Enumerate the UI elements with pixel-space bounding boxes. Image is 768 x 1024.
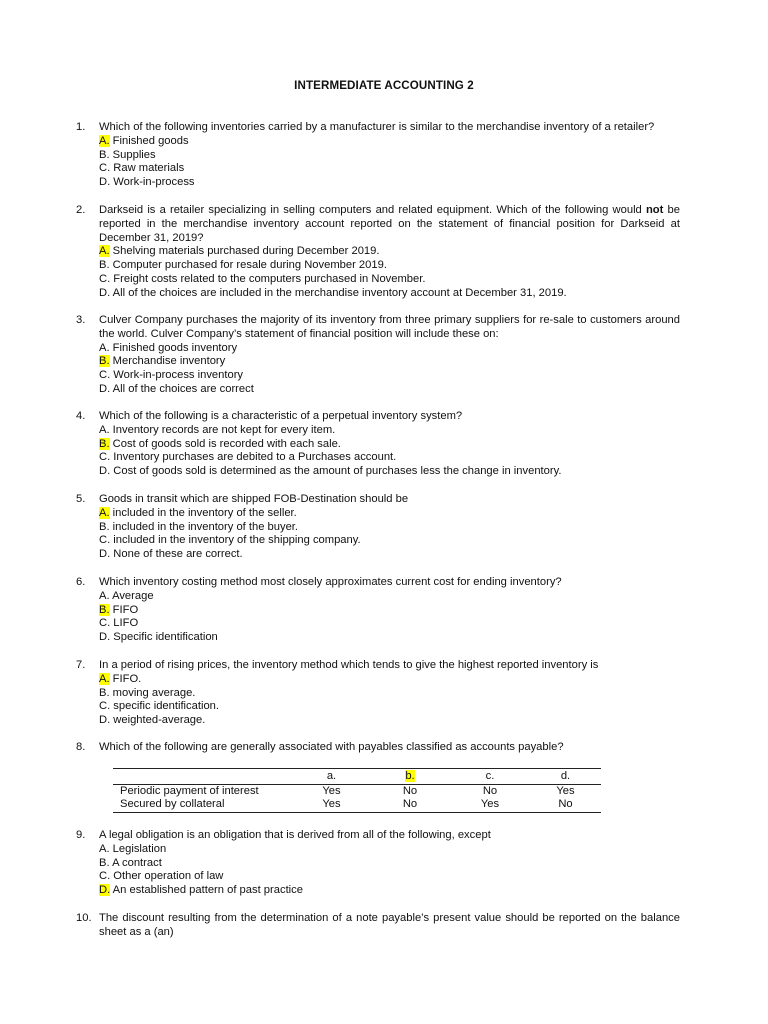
table-row-label: Periodic payment of interest (120, 784, 259, 797)
question-1 (76, 121, 680, 190)
table-header-cell (113, 769, 293, 785)
answer-highlight: B. (99, 437, 110, 450)
option-a: A. Finished goods inventory (99, 341, 238, 354)
option-b: B. A contract (99, 856, 162, 869)
option-b: B. FIFO (99, 603, 139, 616)
question-stem: Culver Company purchases the majority of its inventory from three primary suppliers for re-sale to customers around the world. Culver Company’s statement of financial position will include these on: (99, 314, 680, 340)
table-header-cell: d. (560, 770, 571, 782)
question-stem: Which of the following inventories carried by a manufacturer is similar to the merchandise inventory of a retailer? (99, 121, 655, 133)
answer-highlight: b. (405, 770, 415, 782)
option-a: A. included in the inventory of the seller. (99, 506, 297, 519)
option-d: D. All of the choices are correct (99, 382, 254, 395)
option-d: D. An established pattern of past practice (99, 884, 303, 897)
option-a: A. Finished goods (99, 134, 189, 147)
option-d: D. weighted-average. (99, 714, 206, 727)
question-number: 8. (76, 741, 86, 753)
emphasis-not: not (645, 204, 664, 216)
question-number: 2. (76, 204, 86, 216)
option-c: C. Raw materials (99, 162, 185, 175)
table-cell: No (402, 798, 418, 810)
table-row-label: Secured by collateral (120, 798, 225, 810)
table-row (113, 784, 601, 798)
question-10 (76, 912, 680, 940)
question-8 (76, 741, 680, 755)
option-a: A. Average (99, 589, 154, 602)
question-stem: Which of the following are generally associated with payables classified as accounts payable? (99, 741, 564, 753)
option-d: D. All of the choices are included in the merchandise inventory account at December 31, 2019. (99, 286, 567, 299)
question-stem: A legal obligation is an obligation that is derived from all of the following, except (99, 829, 491, 841)
answer-table-q8 (113, 768, 601, 813)
table-cell: No (558, 798, 573, 810)
option-a: A. FIFO. (99, 672, 142, 685)
question-number: 7. (76, 659, 86, 671)
question-number: 9. (76, 829, 86, 841)
question-number: 6. (76, 576, 86, 588)
table-cell: Yes (480, 798, 500, 810)
answer-highlight: B. (99, 355, 110, 368)
option-a: A. Legislation (99, 842, 167, 855)
option-c: C. Other operation of law (99, 870, 224, 883)
question-number: 1. (76, 121, 86, 133)
option-c: C. included in the inventory of the shipping company. (99, 534, 361, 547)
answer-highlight: D. (99, 884, 111, 897)
option-b: B. Supplies (99, 148, 156, 161)
option-b: B. Computer purchased for resale during November 2019. (99, 259, 387, 272)
document-title: INTERMEDIATE ACCOUNTING 2 (294, 79, 474, 92)
question-9 (76, 829, 680, 898)
option-d: D. None of these are correct. (99, 548, 243, 561)
option-c: C. Work-in-process inventory (99, 369, 244, 382)
table-header-row (113, 769, 601, 785)
answer-highlight: A. (99, 245, 110, 258)
question-6 (76, 576, 680, 645)
question-number: 3. (76, 314, 86, 326)
table-cell: No (402, 784, 418, 797)
option-d: D. Cost of goods sold is determined as the amount of purchases less the change in inventory. (99, 465, 562, 478)
question-3 (76, 314, 680, 397)
option-c: C. Freight costs related to the computers purchased in November. (99, 272, 426, 285)
question-stem: Which inventory costing method most closely approximates current cost for ending inventory? (99, 576, 562, 588)
answer-highlight: A. (99, 506, 110, 519)
option-c: C. Inventory purchases are debited to a Purchases account. (99, 451, 397, 464)
question-5 (76, 493, 680, 562)
question-stem: The discount resulting from the determination of a note payable’s present value should be reported on the balance sheet as a (an) (99, 912, 680, 938)
question-stem: Goods in transit which are shipped FOB-Destination should be (99, 493, 409, 505)
table-cell: Yes (322, 784, 341, 797)
table-cell: No (482, 784, 498, 797)
table-cell: Yes (556, 784, 575, 797)
question-7 (76, 659, 680, 728)
option-d: D. Specific identification (99, 631, 218, 644)
option-a: A. Inventory records are not kept for every item. (99, 423, 336, 436)
question-number: 4. (76, 410, 86, 422)
option-b: B. moving average. (99, 686, 196, 699)
option-b: B. Merchandise inventory (99, 355, 226, 368)
question-2 (76, 204, 680, 301)
answer-highlight: B. (99, 603, 110, 616)
table-cell: Yes (322, 798, 341, 810)
option-c: C. LIFO (99, 617, 139, 630)
option-c: C. specific identification. (99, 700, 220, 713)
question-stem: In a period of rising prices, the inventory method which tends to give the highest reported inventory is (99, 659, 599, 671)
question-4 (76, 410, 680, 479)
question-stem: Darkseid is a retailer specializing in selling computers and related equipment. Which of the following would not be reported in the merchandise inventory account reported on the statement of financial position for Darkseid at December 31, 2019? (99, 204, 680, 244)
option-a: A. Shelving materials purchased during December 2019. (99, 245, 380, 258)
option-d: D. Work-in-process (99, 176, 195, 189)
answer-highlight: A. (99, 134, 110, 147)
table-header-cell: c. (485, 770, 495, 782)
table-row (113, 798, 601, 812)
table-header-cell: a. (326, 770, 337, 782)
question-number: 5. (76, 493, 86, 505)
question-stem: Which of the following is a characteristic of a perpetual inventory system? (99, 410, 463, 422)
answer-highlight: A. (99, 672, 110, 685)
option-b: B. Cost of goods sold is recorded with each sale. (99, 437, 341, 450)
question-number: 10. (76, 912, 92, 924)
option-b: B. included in the inventory of the buyer. (99, 520, 299, 533)
